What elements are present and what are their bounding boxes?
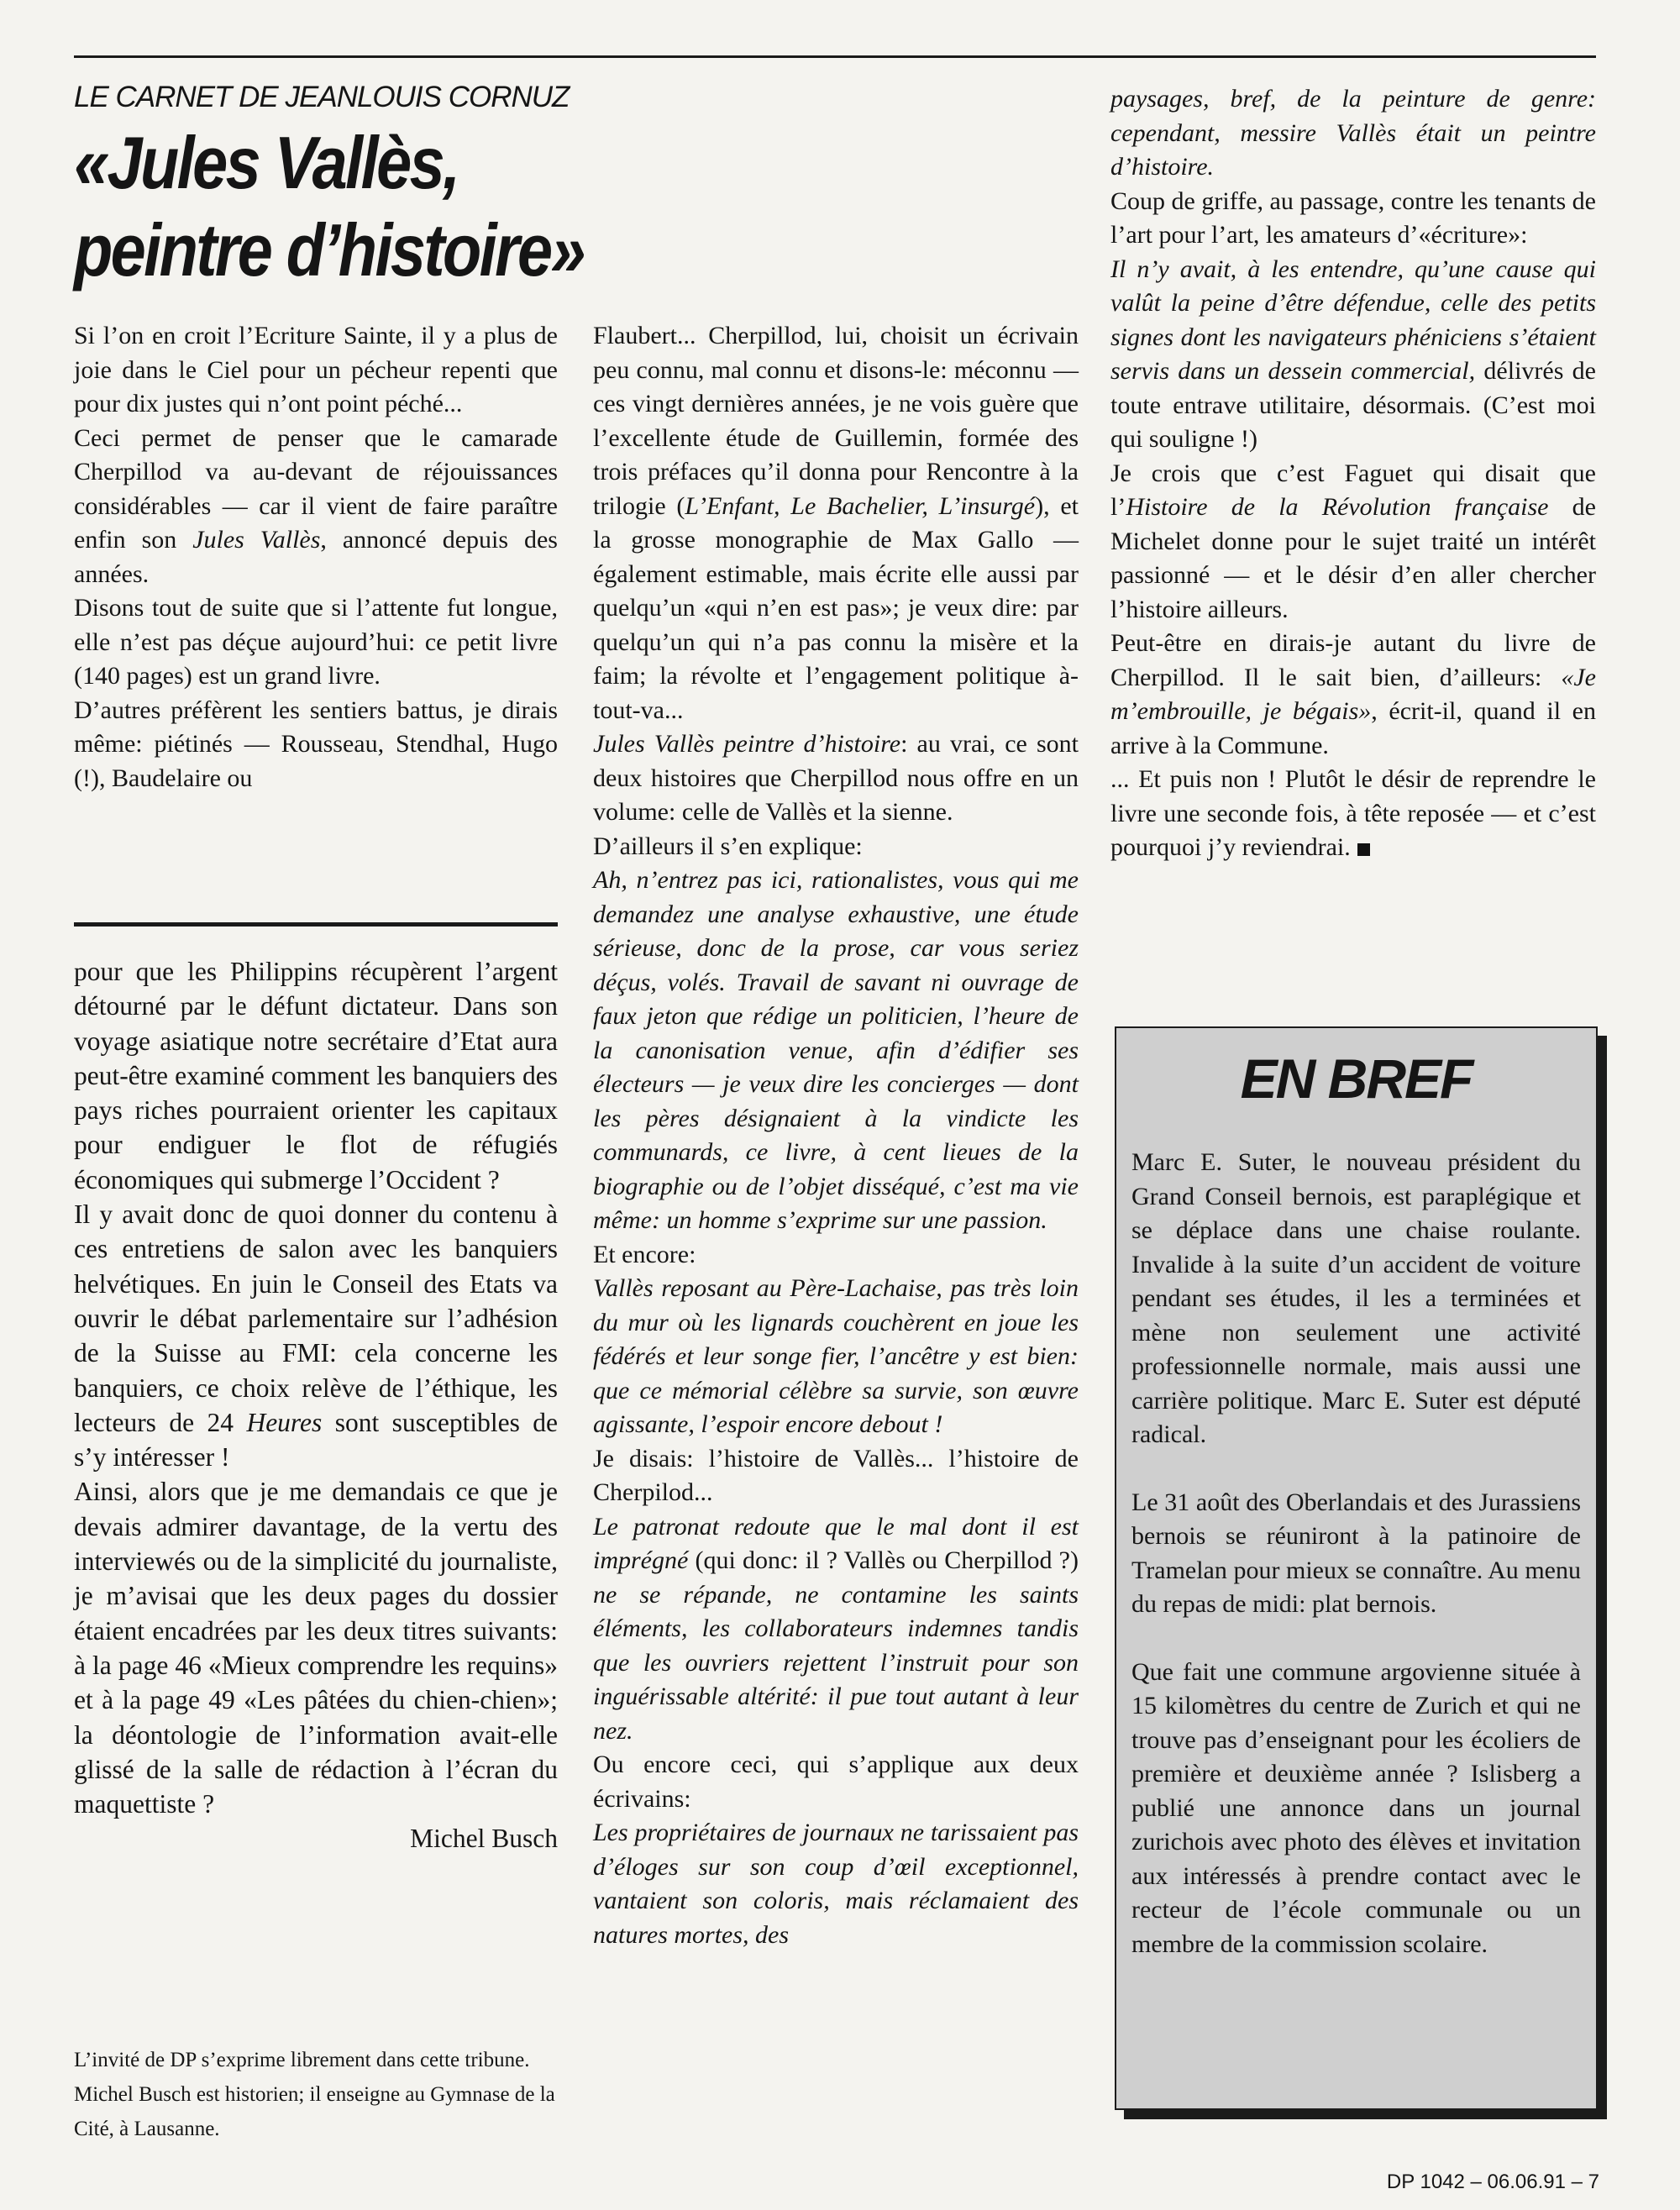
guest-footnote: L’invité de DP s’exprime librement dans cette tribune. Michel Busch est historien; il enseigne au Gymnase de la Cité, à Lausanne. — [74, 2049, 555, 2140]
en-bref-box — [1115, 1026, 1598, 2110]
paragraph: ... Et puis non ! Plutôt le désir de reprendre le livre une seconde fois, à tête reposée — et c’est pourquoi j’y reviendrai. — [1110, 765, 1596, 861]
page-folio: DP 1042 – 06.06.91 – 7 — [1386, 2171, 1599, 2193]
paragraph: Je crois que c’est Faguet qui disait que l’Histoire de la Révolution française de Michelet donne pour le sujet traité un intérêt passionné — et le désir d’en aller chercher l’histoire ailleurs. — [1110, 459, 1596, 623]
en-bref-title: EN BREF — [1240, 1047, 1473, 1110]
column-kicker: LE CARNET DE JEANLOUIS CORNUZ — [74, 81, 570, 113]
en-bref-body — [1131, 1146, 1581, 1995]
paragraph: Si l’on en croit l’Ecriture Sainte, il y a plus de joie dans le Ciel pour un pécheur repenti que pour dix justes qui n’ont point péché... — [74, 322, 558, 417]
article-headline — [74, 119, 696, 294]
paragraph: Coup de griffe, au passage, contre les tenants de l’art pour l’art, les amateurs d’«écriture»: — [1110, 186, 1596, 249]
busch-article-column — [74, 954, 558, 1856]
paragraph: Ceci permet de penser que le camarade Cherpillod va au-devant de réjouissances considérables — car il vient de faire paraître enfin son Jules Vallès, annoncé depuis des années. — [74, 423, 558, 588]
quote: Les propriétaires de journaux ne tarissaient pas d’éloges sur son coup d’œil exceptionnel, vantaient son coloris, mais réclamaient des natures mortes, des — [593, 1819, 1079, 1949]
paragraph: pour que les Philippins récupèrent l’argent détourné par le défunt dictateur. Dans son voyage asiatique notre secrétaire d’Etat aura peut-être examiné comment les banquiers des pays riches pourraient orienter les capitaux pour endiguer le flot de réfugiés économiques qui submerge l’Occident ? — [74, 957, 558, 1194]
top-rule — [74, 55, 1596, 58]
article-column-1 — [74, 319, 558, 795]
paragraph: Et encore: — [593, 1240, 696, 1268]
quote: Il n’y avait, à les entendre, qu’une cause qui valût la peine d’être défendue, celle des petits signes dont les navigateurs phéniciens s’étaient servis dans un dessein commercial, délivrés de toute entrave utilitaire, désormais. (C’est moi qui souligne !) — [1110, 255, 1596, 453]
article-column-3 — [1110, 82, 1596, 865]
paragraph: Ainsi, alors que je me demandais ce que je devais admirer davantage, de la vertu des interviewés ou de la simplicité du journaliste, je m’avisai que les deux pages du dossier étaient encadrées par les deux titres suivants: à la page 46 «Mieux comprendre les requins» et à la page 49 «Les pâtées du chien-chien»; la déontologie de l’information avait-elle glissé de la salle de rédaction à l’écran du maquettiste ? — [74, 1477, 558, 1819]
author-signature: Michel Busch — [410, 1824, 558, 1854]
paragraph: Disons tout de suite que si l’attente fut longue, elle n’est pas déçue aujourd’hui: ce petit livre (140 pages) est un grand livre. — [74, 594, 558, 690]
headline-line-2: peintre d’histoire» — [74, 208, 585, 291]
end-of-article-mark — [1357, 843, 1370, 856]
paragraph: Flaubert... Cherpillod, lui, choisit un écrivain peu connu, mal connu et disons-le: méconnu — ces vingt dernières années, je ne vois guère que l’excellente étude de Guillemin, formée des trois préfaces qu’il donna pour Rencontre à la trilogie (L’Enfant, Le Bachelier, L’insurgé), et la grosse monographie de Max Gallo — également estimable, mais écrite elle aussi par quelqu’un «qui n’en est pas»; je veux dire: par quelqu’un qui n’a pas connu la misère et la faim; la révolte et l’engagement politique à-tout-va... — [593, 322, 1079, 724]
section-divider — [74, 922, 558, 927]
paragraph: Peut-être en dirais-je autant du livre de Cherpillod. Il le sait bien, d’ailleurs: «Je m’embrouille, je bégais», écrit-il, quand il en arrive à la Commune. — [1110, 629, 1596, 759]
article-column-2 — [593, 319, 1079, 1952]
quote: Le patronat redoute que le mal dont il est imprégné (qui donc: il ? Vallès ou Cherpillod ?) ne se répande, ne contamine les saints éléments, les collaborateurs indemnes tandis que les ouvriers rejettent l’instruit pour son inguérissable altérité: il pue tout autant à leur nez. — [593, 1512, 1079, 1745]
brief-item: Que fait une commune argovienne située à 15 kilomètres du centre de Zurich et qui ne trouve pas d’enseignant pour les écoliers de première et deuxième année ? Islisberg a publié une annonce dans un journal zurichois avec photo des élèves et invitation aux intéressés à prendre contact avec le recteur de l’école communale ou un membre de la commission scolaire. — [1131, 1657, 1581, 1958]
headline-line-1: «Jules Vallès, — [74, 121, 459, 204]
paragraph: Il y avait donc de quoi donner du contenu à ces entretiens de salon avec les banquiers helvétiques. En juin le Conseil des Etats va ouvrir le débat parlementaire sur l’adhésion de la Suisse au FMI: cela concerne les banquiers, ce choix relève de l’éthique, les lecteurs de 24 Heures sont susceptibles de s’y intéresser ! — [74, 1199, 558, 1472]
quote: Ah, n’entrez pas ici, rationalistes, vous qui me demandez une analyse exhaustive, une étude sérieuse, donc de la prose, car vous seriez déçus, volés. Travail de savant ni ouvrage de faux jeton que rédige un politicien, l’heure de la canonisation venue, afin d’édifier ses électeurs — je veux dire les concierges — dont les pères désignaient à la vindicte les communards, ce livre, à cent lieues de la biographie ou de l’objet disséqué, c’est ma vie même: un homme s’exprime sur une passion. — [593, 866, 1079, 1234]
quote: paysages, bref, de la peinture de genre: cependant, messire Vallès était un peintre d’histoire. — [1110, 85, 1596, 181]
paragraph: Ou encore ceci, qui s’applique aux deux écrivains: — [593, 1751, 1079, 1813]
paragraph: Je disais: l’histoire de Vallès... l’histoire de Cherpilod... — [593, 1444, 1079, 1506]
quote: Vallès reposant au Père-Lachaise, pas très loin du mur où les lignards couchèrent en joue les fédérés et leur songe fier, l’ancêtre y est bien: que ce mémorial célèbre sa survie, son œuvre agissante, l’espoir encore debout ! — [593, 1274, 1079, 1438]
brief-item: Marc E. Suter, le nouveau président du Grand Conseil bernois, est paraplégique et se déplace dans une chaise roulante. Invalide à la suite d’un accident de voiture pendant ses études, il les a terminées et mène non seulement une activité professionnelle normale, mais aussi une carrière politique. Marc E. Suter est député radical. — [1131, 1148, 1581, 1448]
paragraph: D’autres préfèrent les sentiers battus, je dirais même: piétinés — Rousseau, Stendhal, Hugo (!), Baudelaire ou — [74, 696, 558, 792]
paragraph: D’ailleurs il s’en explique: — [593, 832, 863, 860]
brief-item: Le 31 août des Oberlandais et des Jurassiens bernois se réuniront à la patinoire de Tramelan pour mieux se connaître. Au menu du repas de midi: plat bernois. — [1131, 1488, 1581, 1618]
paragraph: Jules Vallès peintre d’histoire: au vrai, ce sont deux histoires que Cherpillod nous offre en un volume: celle de Vallès et la sienne. — [593, 730, 1079, 826]
